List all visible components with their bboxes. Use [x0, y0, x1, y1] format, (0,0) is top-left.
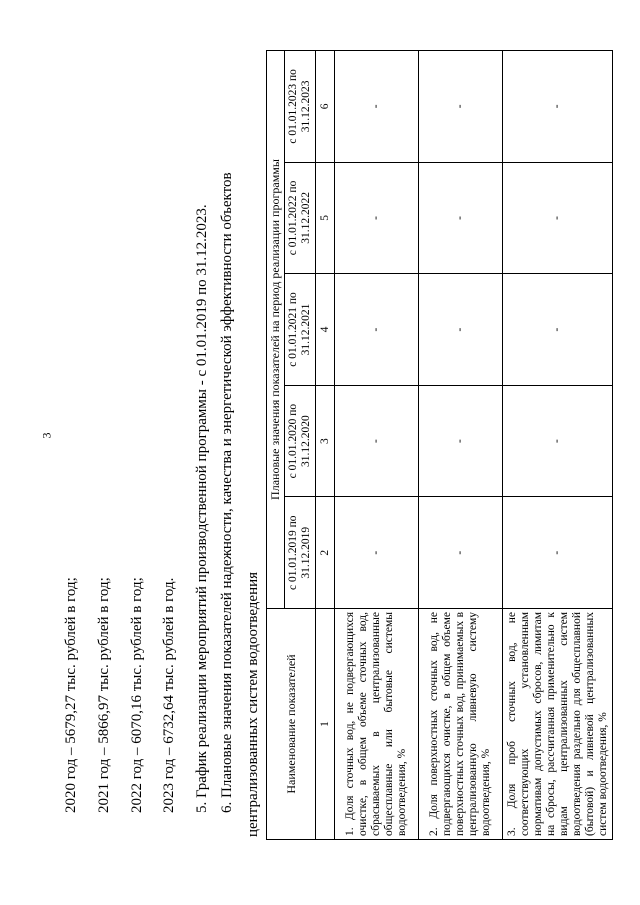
table-row	[503, 51, 613, 840]
cost-line-2020: 2020 год – 5679,27 тыс. рублей в год;	[63, 577, 79, 813]
header-name: Наименование показателей	[267, 609, 316, 840]
col-number: 2	[316, 497, 335, 609]
row-value: -	[335, 497, 419, 609]
period-2022: с 01.01.2022 по 31.12.2022	[285, 162, 316, 274]
period-2019: с 01.01.2019 по 31.12.2019	[285, 497, 316, 609]
row-name: 2. Доля поверхностных сточных вод, не подвергающихся очистке, в общем объеме поверхностных сточных вод, принимаемых в централизованную ливневую систему водоотведения, %	[419, 609, 503, 840]
table-row	[419, 51, 503, 840]
row-value: -	[335, 385, 419, 497]
col-number: 3	[316, 385, 335, 497]
row-value: -	[419, 497, 503, 609]
row-name: 1. Доля сточных вод, не подвергающихся очистке, в общем объеме сточных вод, сбрасываемых в централизованные общесплавные или бытовые системы водоотведения, %	[335, 609, 419, 840]
row-value: -	[503, 274, 613, 386]
row-value: -	[503, 497, 613, 609]
col-number: 5	[316, 162, 335, 274]
row-value: -	[503, 162, 613, 274]
col-number: 1	[316, 609, 335, 840]
row-value: -	[419, 385, 503, 497]
row-value: -	[503, 51, 613, 163]
period-2020: с 01.01.2020 по 31.12.2020	[285, 385, 316, 497]
section-6-heading-cont: централизованных систем водоотведения	[245, 571, 261, 837]
row-value: -	[419, 162, 503, 274]
table-row	[335, 51, 419, 840]
table-number-row	[316, 51, 335, 840]
indicators-table	[266, 50, 613, 840]
row-name: 3. Доля проб сточных вод, не соответствующих установленным нормативам допустимых сбросов, лимитам на сбросы, рассчитанная применительно к видам централизованных систем водоотведения раздельно для общесплавной (бытовой) и ливневой централизованных систем водоотведения, %	[503, 609, 613, 840]
cost-line-2022: 2022 год – 6070,16 тыс. рублей в год;	[129, 577, 145, 813]
col-number: 6	[316, 51, 335, 163]
period-2023: с 01.01.2023 по 31.12.2023	[285, 51, 316, 163]
table-header-row	[267, 51, 285, 840]
col-number: 4	[316, 274, 335, 386]
row-value: -	[419, 274, 503, 386]
page-number: 3	[39, 432, 54, 439]
row-value: -	[503, 385, 613, 497]
header-plan: Плановые значения показателей на период реализации программы	[267, 51, 285, 609]
row-value: -	[335, 274, 419, 386]
cost-line-2021: 2021 год – 5866,97 тыс. рублей в год;	[96, 577, 112, 813]
row-value: -	[419, 51, 503, 163]
cost-line-2023: 2023 год – 6732,64 тыс. рублей в год.	[161, 577, 177, 813]
row-value: -	[335, 162, 419, 274]
section-5-heading: 5. График реализации мероприятий производственной программы - с 01.01.2019 по 31.12.2023.	[194, 204, 210, 813]
period-2021: с 01.01.2021 по 31.12.2021	[285, 274, 316, 386]
row-value: -	[335, 51, 419, 163]
section-6-heading: 6. Плановые значения показателей надежности, качества и энергетической эффективности объектов	[219, 172, 235, 813]
